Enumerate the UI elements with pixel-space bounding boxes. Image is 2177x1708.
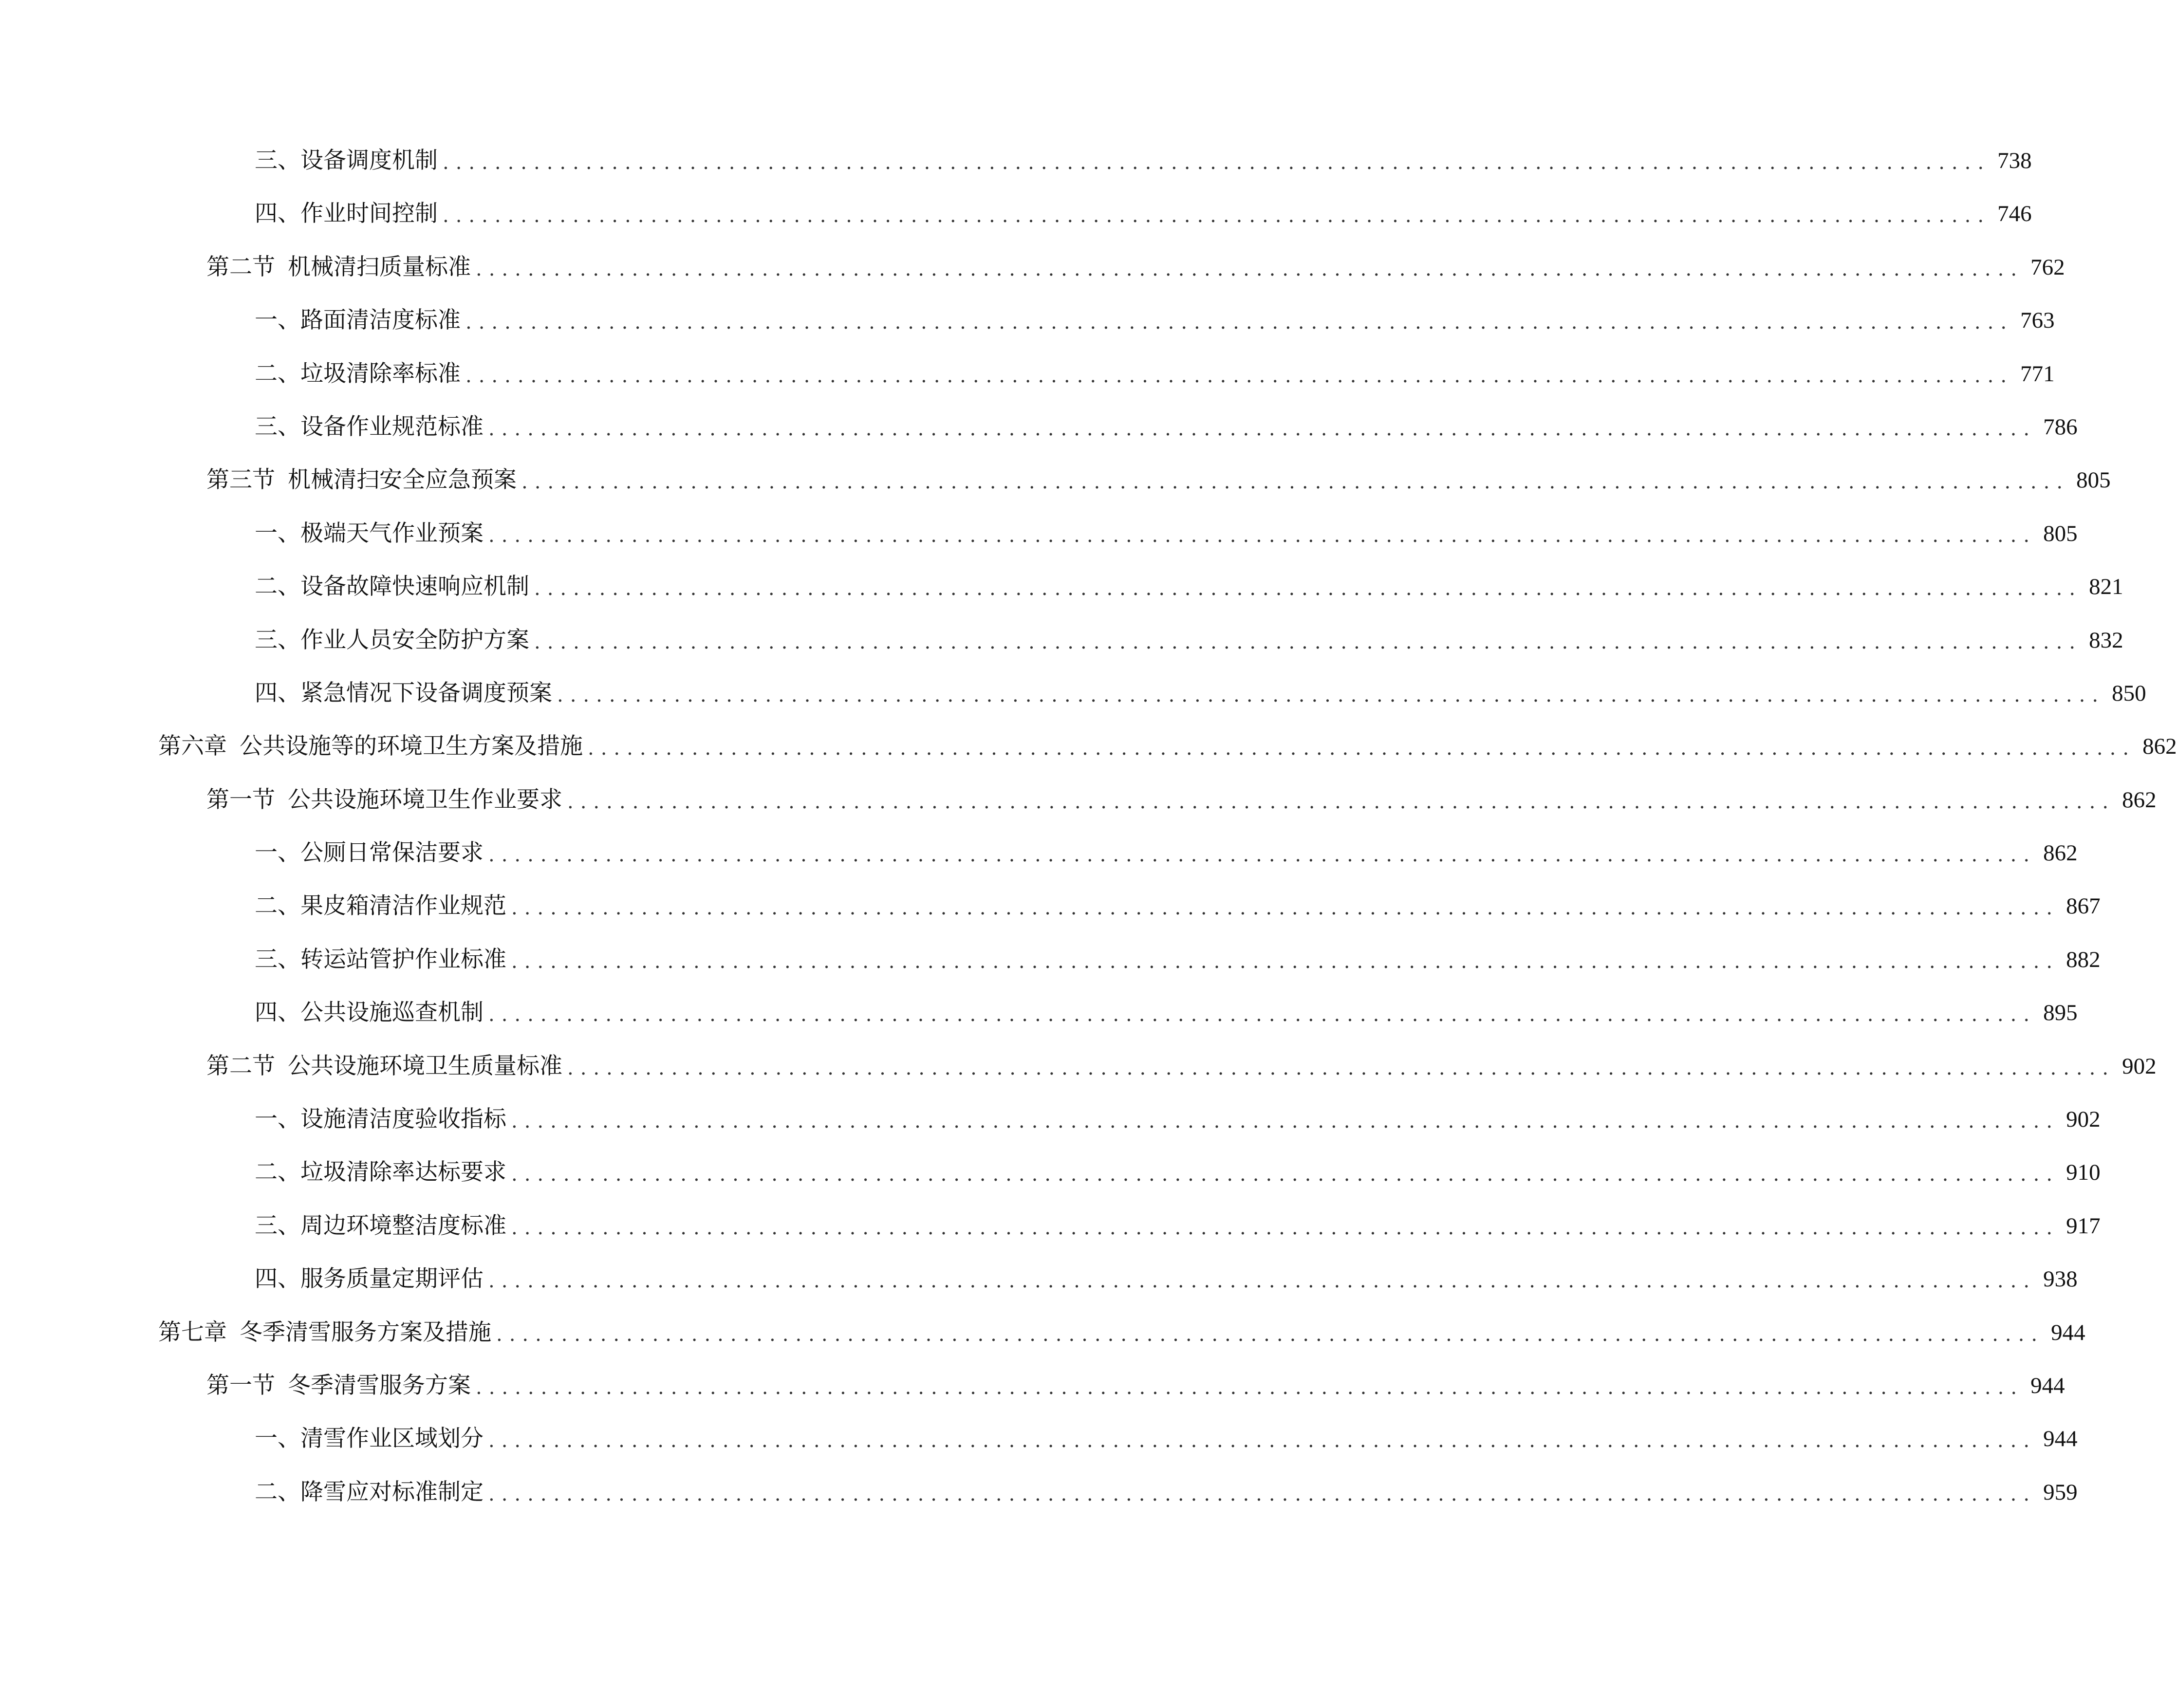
toc-entry-title: 设备作业规范标准	[300, 413, 484, 440]
dot-leader: .......................................................................................................................	[557, 684, 2105, 706]
toc-entry-page-number: 902	[2066, 1107, 2101, 1132]
toc-entry-marker: 二、	[255, 360, 300, 387]
toc-entry-marker: 三、	[255, 946, 300, 973]
toc-entry-title: 垃圾清除率标准	[300, 360, 461, 387]
toc-entry-title: 设施清洁度验收指标	[300, 1106, 506, 1133]
dot-leader: .......................................................................................................................	[511, 950, 2060, 973]
toc-entry[interactable]	[0, 677, 2146, 730]
toc-entry-title: 设备故障快速响应机制	[300, 573, 529, 600]
toc-entry-title: 机械清扫质量标准	[288, 253, 471, 280]
dot-leader: .......................................................................................................................	[521, 471, 2070, 494]
dot-leader: .......................................................................................................................	[476, 258, 2024, 280]
toc-entry-title: 冬季清雪服务方案	[288, 1372, 471, 1399]
toc-entry-marker: 一、	[255, 520, 300, 547]
toc-entry-marker: 四、	[255, 1265, 300, 1293]
dot-leader: .......................................................................................................................	[488, 524, 2037, 547]
toc-entry-page-number: 786	[2043, 414, 2078, 440]
table-of-contents	[0, 144, 2177, 1529]
toc-entry-marker: 一、	[255, 1425, 300, 1452]
toc-entry-marker: 第一节	[206, 1372, 275, 1399]
toc-entry-marker: 一、	[255, 1106, 300, 1133]
toc-entry-marker: 三、	[255, 413, 300, 440]
toc-entry-page-number: 910	[2066, 1160, 2101, 1186]
toc-entry-page-number: 805	[2076, 467, 2111, 493]
toc-entry[interactable]	[0, 1156, 2101, 1209]
dot-leader: .......................................................................................................................	[511, 1163, 2060, 1186]
dot-leader: .......................................................................................................................	[465, 364, 2014, 387]
dot-leader: .......................................................................................................................	[488, 844, 2037, 867]
toc-entry-marker: 四、	[255, 679, 300, 706]
dot-leader: .......................................................................................................................	[511, 897, 2060, 920]
dot-leader: .......................................................................................................................	[534, 631, 2083, 653]
toc-entry-marker: 第三节	[206, 466, 275, 494]
dot-leader: .......................................................................................................................	[488, 1270, 2037, 1293]
toc-entry-title: 公共设施环境卫生作业要求	[288, 786, 562, 813]
dot-leader: .......................................................................................................................	[511, 1110, 2060, 1133]
toc-entry-page-number: 895	[2043, 1000, 2078, 1026]
toc-entry[interactable]	[0, 1422, 2078, 1475]
toc-entry-title: 垃圾清除率达标要求	[300, 1159, 506, 1186]
toc-entry-title: 降雪应对标准制定	[300, 1478, 484, 1505]
toc-entry-page-number: 944	[2030, 1373, 2065, 1398]
toc-entry-page-number: 763	[2020, 308, 2055, 334]
toc-entry-marker: 三、	[255, 1212, 300, 1239]
toc-entry[interactable]	[0, 144, 2032, 197]
toc-entry-title: 公共设施巡查机制	[300, 999, 484, 1026]
toc-entry-marker: 一、	[255, 839, 300, 867]
toc-entry-page-number: 862	[2122, 787, 2157, 813]
toc-entry[interactable]	[0, 357, 2055, 410]
toc-entry-title: 公厕日常保洁要求	[300, 839, 484, 867]
toc-entry-title: 紧急情况下设备调度预案	[300, 679, 552, 706]
toc-entry[interactable]	[0, 783, 2157, 836]
toc-entry-marker: 一、	[255, 307, 300, 334]
toc-entry[interactable]	[0, 730, 2177, 783]
toc-entry-page-number: 862	[2043, 840, 2078, 866]
toc-entry[interactable]	[0, 624, 2123, 677]
toc-entry-title: 公共设施等的环境卫生方案及措施	[240, 733, 583, 760]
toc-entry-marker: 二、	[255, 573, 300, 600]
dot-leader: .......................................................................................................................	[476, 1376, 2024, 1399]
toc-entry[interactable]	[0, 251, 2065, 304]
toc-entry-marker: 第二节	[206, 253, 275, 280]
toc-entry[interactable]	[0, 517, 2078, 570]
toc-entry-marker: 三、	[255, 626, 300, 653]
toc-entry-page-number: 805	[2043, 520, 2078, 546]
toc-entry-title: 机械清扫安全应急预案	[288, 466, 517, 494]
toc-entry-title: 服务质量定期评估	[300, 1265, 484, 1293]
toc-entry-page-number: 938	[2043, 1266, 2078, 1292]
toc-entry-marker: 第一节	[206, 786, 275, 813]
toc-entry[interactable]	[0, 1050, 2157, 1103]
toc-entry[interactable]	[0, 1369, 2065, 1422]
toc-entry-page-number: 917	[2066, 1213, 2101, 1239]
dot-leader: .......................................................................................................................	[567, 1057, 2116, 1079]
toc-entry[interactable]	[0, 304, 2055, 357]
toc-entry-title: 公共设施环境卫生质量标准	[288, 1052, 562, 1079]
toc-entry-page-number: 867	[2066, 893, 2101, 919]
toc-entry-title: 清雪作业区域划分	[300, 1425, 484, 1452]
dot-leader: .......................................................................................................................	[488, 1483, 2037, 1505]
toc-entry-marker: 三、	[255, 147, 300, 174]
toc-entry-page-number: 944	[2051, 1319, 2085, 1345]
toc-entry[interactable]	[0, 890, 2101, 943]
dot-leader: .......................................................................................................................	[465, 311, 2014, 334]
toc-entry-page-number: 738	[1997, 148, 2032, 173]
toc-entry[interactable]	[0, 1103, 2101, 1156]
toc-entry[interactable]	[0, 943, 2101, 996]
toc-entry-title: 果皮箱清洁作业规范	[300, 892, 506, 920]
toc-entry-page-number: 832	[2089, 627, 2123, 653]
toc-entry[interactable]	[0, 1476, 2078, 1529]
toc-entry-page-number: 771	[2020, 361, 2055, 387]
dot-leader: .......................................................................................................................	[443, 151, 1991, 174]
toc-entry-page-number: 882	[2066, 947, 2101, 972]
dot-leader: .......................................................................................................................	[488, 1003, 2037, 1026]
toc-entry[interactable]	[0, 1209, 2101, 1262]
toc-entry-title: 作业人员安全防护方案	[300, 626, 529, 653]
toc-entry-marker: 四、	[255, 200, 300, 227]
toc-entry-title: 路面清洁度标准	[300, 307, 461, 334]
toc-entry-page-number: 746	[1997, 201, 2032, 227]
dot-leader: .......................................................................................................................	[567, 790, 2116, 813]
dot-leader: .......................................................................................................................	[534, 577, 2083, 600]
toc-entry[interactable]	[0, 410, 2078, 464]
toc-entry-marker: 二、	[255, 1159, 300, 1186]
toc-entry-page-number: 959	[2043, 1479, 2078, 1505]
toc-entry-title: 设备调度机制	[300, 147, 438, 174]
dot-leader: .......................................................................................................................	[488, 417, 2037, 440]
toc-entry-page-number: 762	[2030, 254, 2065, 280]
dot-leader: .......................................................................................................................	[443, 204, 1991, 227]
toc-entry-title: 周边环境整洁度标准	[300, 1212, 506, 1239]
toc-entry[interactable]	[0, 1316, 2085, 1369]
toc-entry-marker: 二、	[255, 1478, 300, 1505]
toc-entry-title: 极端天气作业预案	[300, 520, 484, 547]
toc-entry-marker: 四、	[255, 999, 300, 1026]
toc-entry-title: 转运站管护作业标准	[300, 946, 506, 973]
toc-entry[interactable]	[0, 996, 2078, 1049]
toc-entry-title: 冬季清雪服务方案及措施	[240, 1318, 491, 1346]
toc-entry-marker: 第二节	[206, 1052, 275, 1079]
toc-entry-page-number: 862	[2142, 734, 2177, 760]
dot-leader: .......................................................................................................................	[496, 1323, 2045, 1346]
toc-entry-page-number: 944	[2043, 1426, 2078, 1452]
toc-entry-page-number: 850	[2112, 680, 2146, 706]
toc-entry-page-number: 821	[2089, 574, 2123, 600]
toc-entry-marker: 第七章	[158, 1318, 227, 1346]
dot-leader: .......................................................................................................................	[488, 1430, 2037, 1452]
toc-entry-marker: 第六章	[158, 733, 227, 760]
toc-entry-page-number: 902	[2122, 1053, 2157, 1079]
toc-entry-title: 作业时间控制	[300, 200, 438, 227]
dot-leader: .......................................................................................................................	[511, 1216, 2060, 1239]
toc-entry[interactable]	[0, 1262, 2078, 1316]
toc-entry[interactable]	[0, 836, 2078, 890]
dot-leader: .......................................................................................................................	[588, 737, 2136, 760]
toc-entry[interactable]	[0, 197, 2032, 250]
toc-entry[interactable]	[0, 464, 2111, 517]
toc-entry[interactable]	[0, 570, 2123, 623]
toc-entry-marker: 二、	[255, 892, 300, 920]
